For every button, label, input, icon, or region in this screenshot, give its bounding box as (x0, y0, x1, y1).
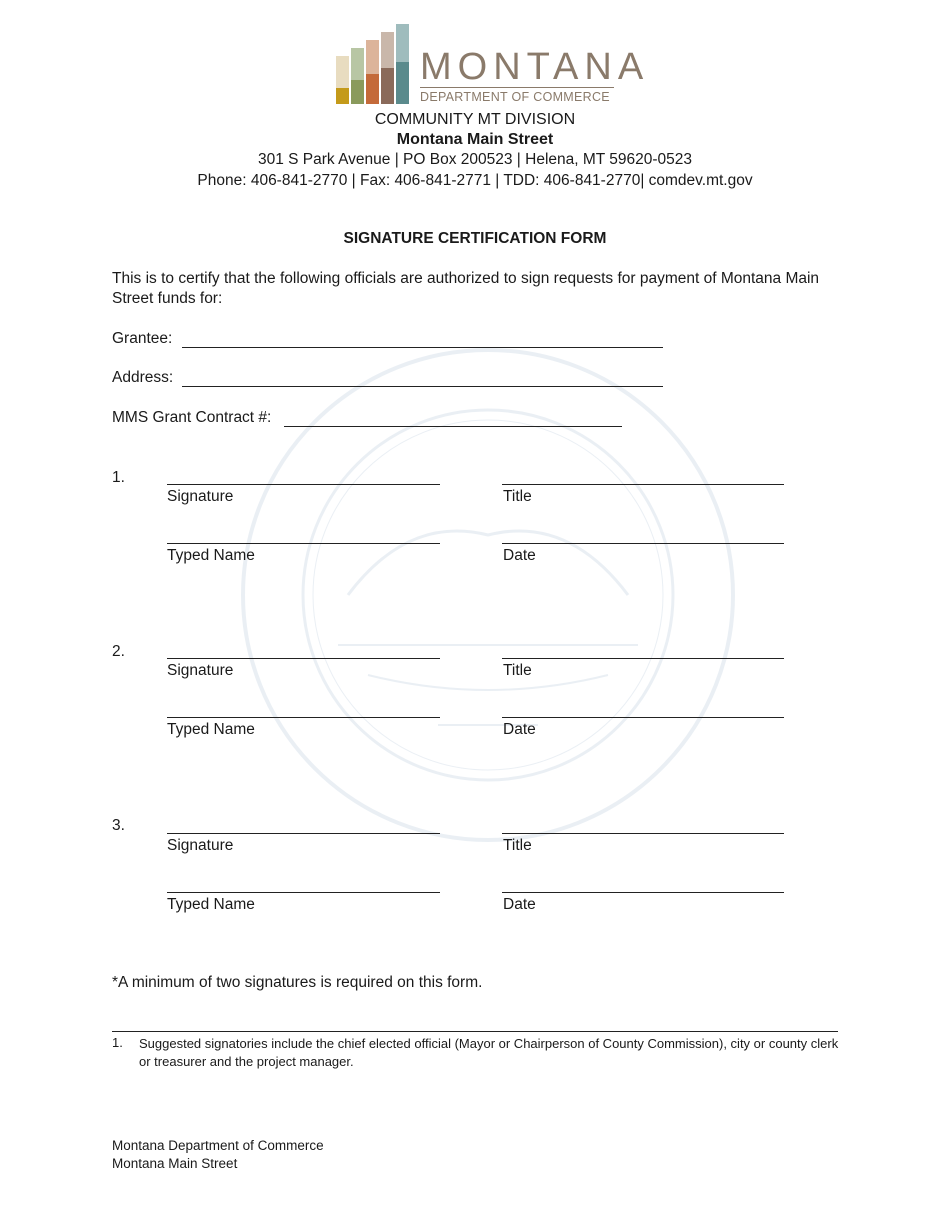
signer-1-title-label: Title (503, 488, 532, 505)
signer-1-date-field[interactable] (502, 543, 784, 544)
office-address: 301 S Park Avenue | PO Box 200523 | Helena, MT 59620-0523 (257, 151, 693, 168)
address-label: Address: (112, 369, 174, 386)
footer-department: Montana Department of Commerce (112, 1138, 324, 1153)
signer-3-date-label: Date (503, 896, 536, 913)
signer-3-title-label: Title (503, 837, 532, 854)
signer-2-typed-name-label: Typed Name (167, 721, 255, 738)
signer-1-signature-field[interactable] (167, 484, 440, 485)
signer-3-title-field[interactable] (502, 833, 784, 834)
footnote-number: 1. (112, 1035, 123, 1050)
signer-1-typed-name-field[interactable] (167, 543, 440, 544)
footer-program: Montana Main Street (112, 1156, 238, 1171)
signer-1-title-field[interactable] (502, 484, 784, 485)
signer-1-number: 1. (112, 469, 125, 486)
signer-2-title-field[interactable] (502, 658, 784, 659)
grantee-label: Grantee: (112, 330, 173, 347)
signer-2-signature-field[interactable] (167, 658, 440, 659)
signer-3-date-field[interactable] (502, 892, 784, 893)
signer-3-number: 3. (112, 817, 125, 834)
form-title: SIGNATURE CERTIFICATION FORM (343, 230, 607, 247)
signer-3-signature-field[interactable] (167, 833, 440, 834)
contract-label: MMS Grant Contract #: (112, 409, 272, 426)
signer-2-typed-name-field[interactable] (167, 717, 440, 718)
logo-divider (420, 87, 614, 88)
contract-field[interactable] (284, 426, 622, 427)
state-seal-watermark (238, 345, 738, 845)
footnote-text: Suggested signatories include the chief elected official (Mayor or Chairperson of County Commission), city or county clerk or treasurer and the project manager. (139, 1036, 839, 1069)
grantee-field[interactable] (182, 347, 663, 348)
contact-info: Phone: 406-841-2770 | Fax: 406-841-2771 | TDD: 406-841-2770| comdev.mt.gov (197, 172, 753, 189)
program-name: Montana Main Street (396, 131, 554, 148)
signer-3-typed-name-label: Typed Name (167, 896, 255, 913)
logo-bars-icon (334, 24, 414, 104)
signer-2-date-field[interactable] (502, 717, 784, 718)
division-name: COMMUNITY MT DIVISION (374, 111, 576, 128)
minimum-signatures-note: *A minimum of two signatures is required on this form. (112, 974, 483, 991)
signer-3-typed-name-field[interactable] (167, 892, 440, 893)
signer-3-signature-label: Signature (167, 837, 234, 854)
signer-2-signature-label: Signature (167, 662, 234, 679)
logo-subtitle: DEPARTMENT OF COMMERCE (420, 90, 610, 104)
signer-2-number: 2. (112, 643, 125, 660)
address-field[interactable] (182, 386, 663, 387)
signer-1-date-label: Date (503, 547, 536, 564)
intro-paragraph: This is to certify that the following officials are authorized to sign requests for payment of Montana Main Street funds for: (112, 270, 820, 307)
signer-1-typed-name-label: Typed Name (167, 547, 255, 564)
logo (334, 24, 650, 106)
signer-1-signature-label: Signature (167, 488, 234, 505)
signer-2-date-label: Date (503, 721, 536, 738)
signer-2-title-label: Title (503, 662, 532, 679)
logo-wordmark: MONTANA (420, 46, 650, 88)
footnote-divider (112, 1031, 838, 1032)
